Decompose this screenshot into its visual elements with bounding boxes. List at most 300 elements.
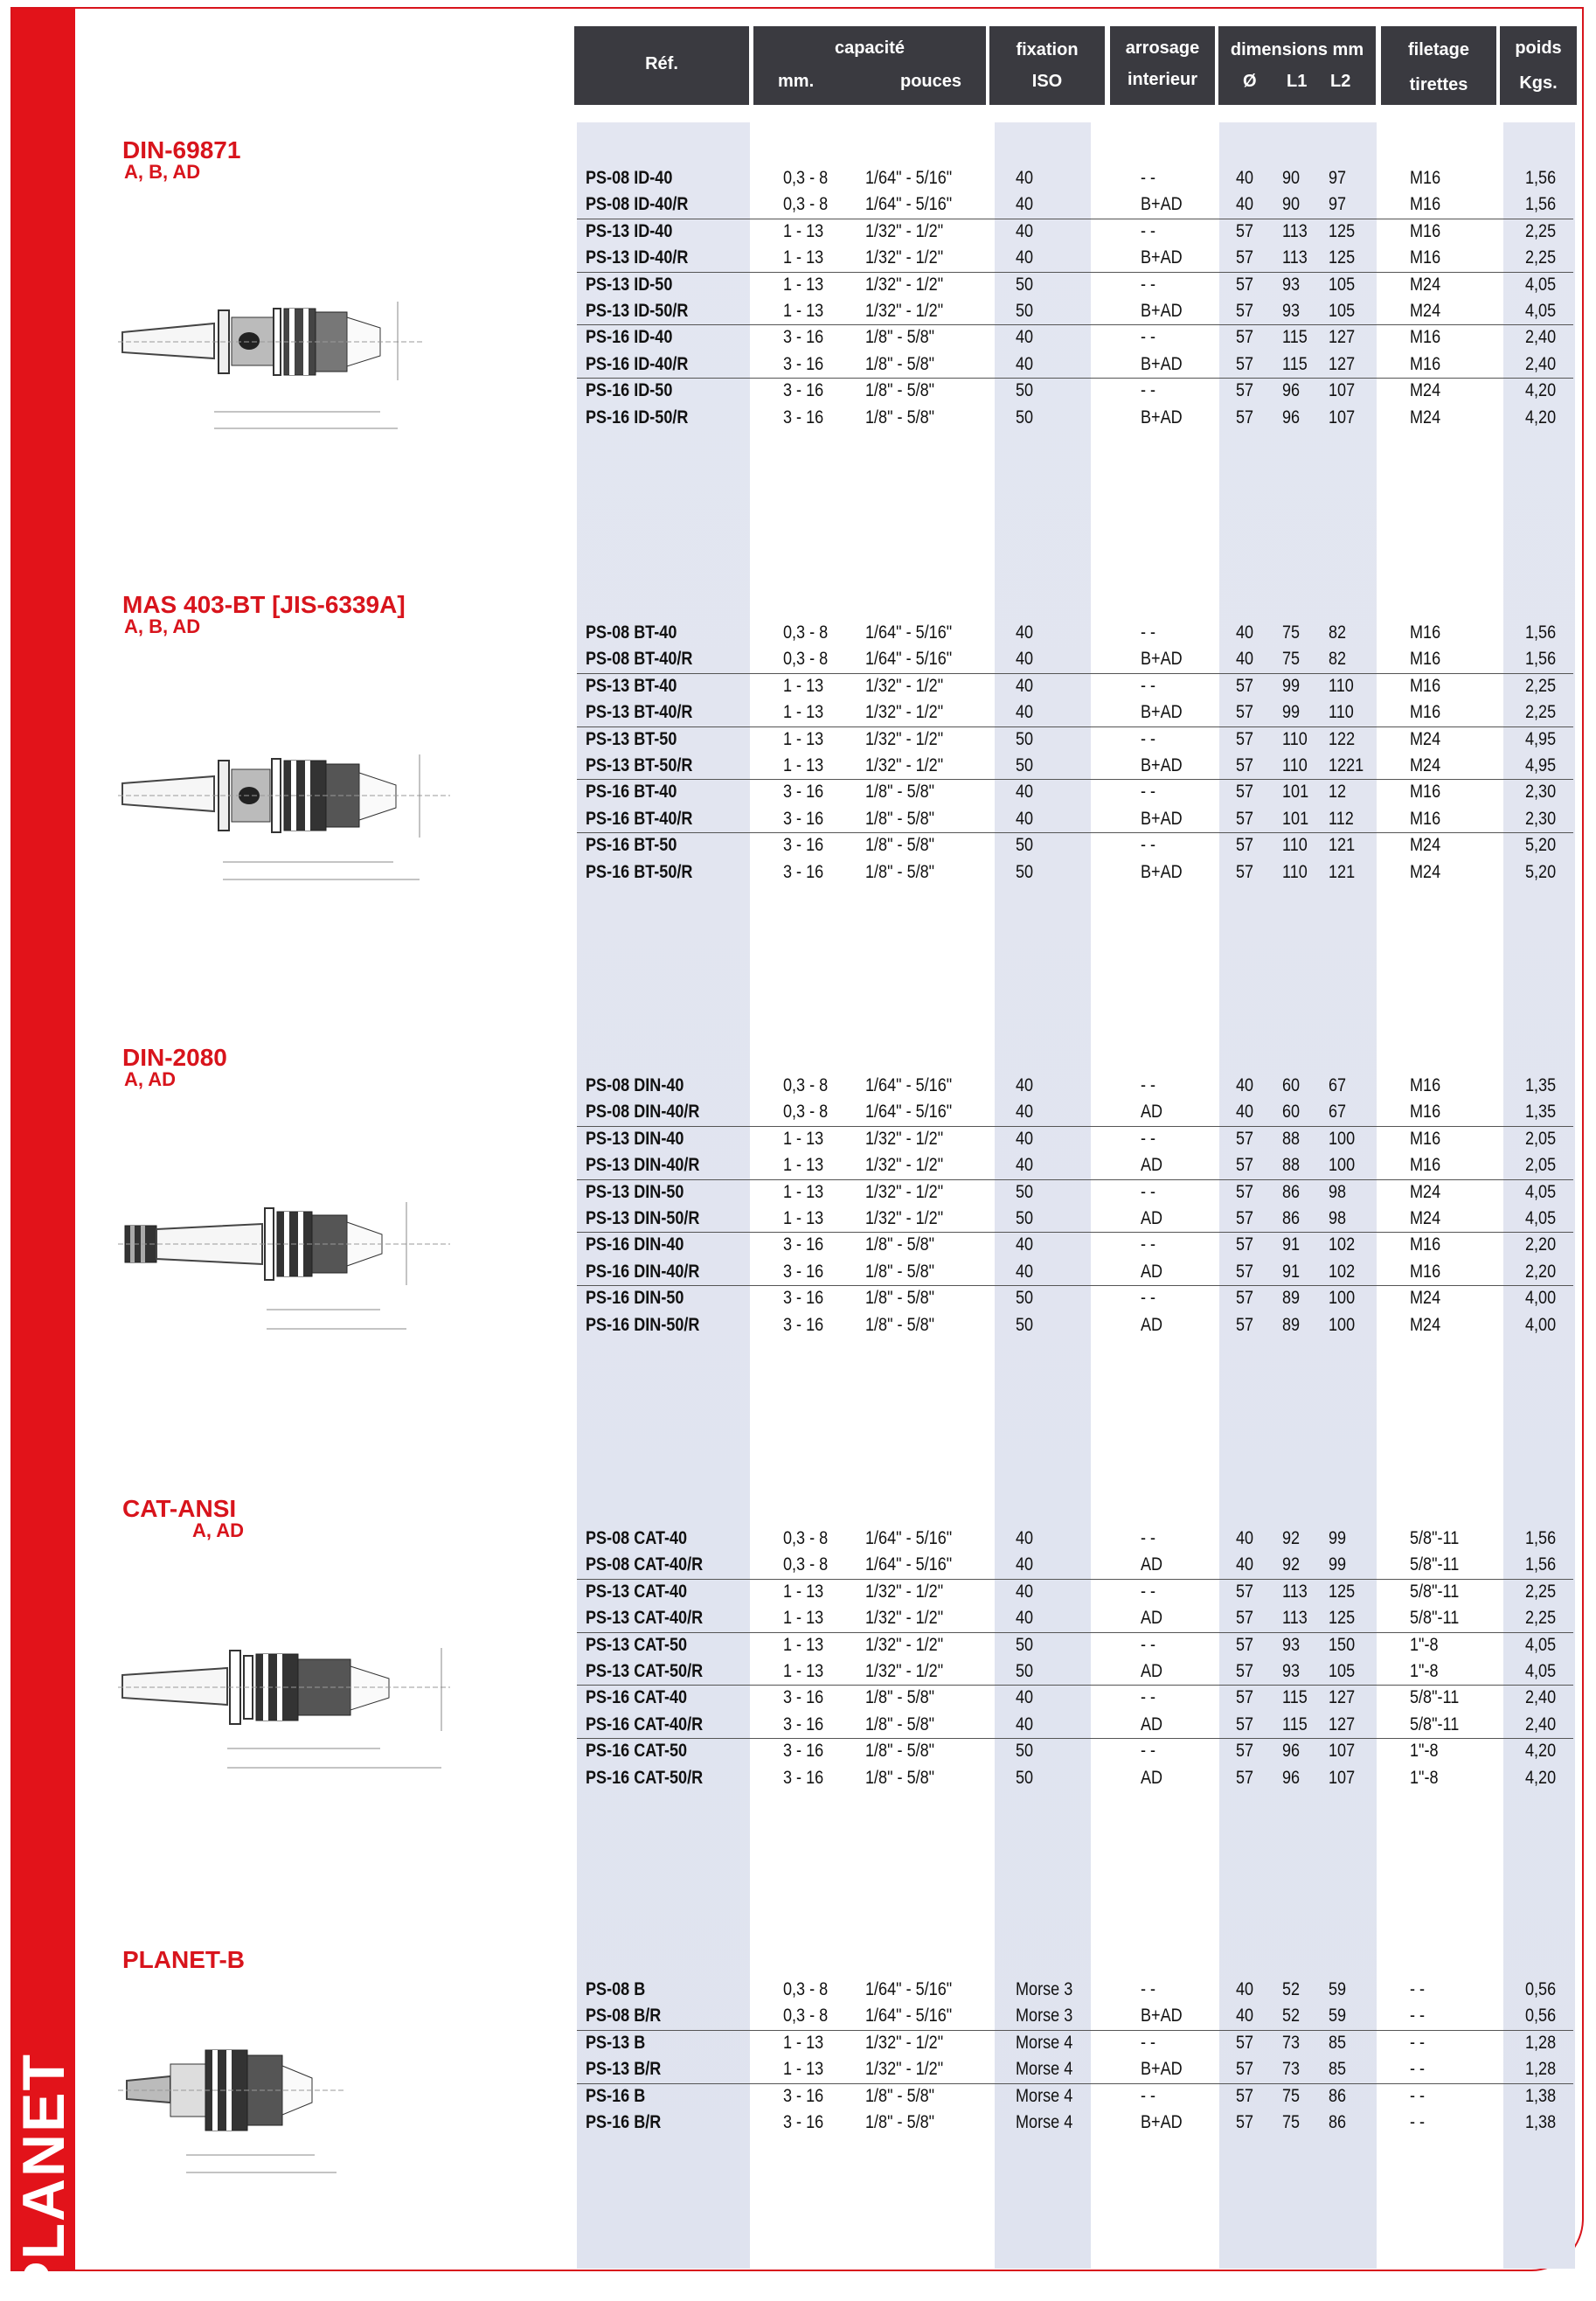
cell-l2: 105 xyxy=(1329,274,1356,295)
cell-l1: 91 xyxy=(1282,1261,1301,1282)
cell-poids: 2,40 xyxy=(1525,1714,1557,1734)
cell-arrosage: AD xyxy=(1141,1155,1163,1176)
cell-l1: 90 xyxy=(1282,168,1301,188)
cell-l2: 99 xyxy=(1329,1528,1347,1548)
cell-d: 57 xyxy=(1236,808,1254,829)
cell-d: 57 xyxy=(1236,301,1254,321)
cell-arrosage: AD xyxy=(1141,1208,1163,1228)
section-subtitle-catansi: A, AD xyxy=(192,1519,245,1541)
cell-pouces: 1/32" - 1/2" xyxy=(865,1128,944,1149)
cell-filetage: - - xyxy=(1410,2059,1426,2080)
header-l2-label: L2 xyxy=(1330,72,1351,91)
cell-arrosage: - - xyxy=(1141,1581,1156,1602)
cell-mm: 0,3 - 8 xyxy=(783,1979,829,1999)
cell-l1: 93 xyxy=(1282,301,1301,321)
row-group-separator xyxy=(577,1685,1573,1686)
cell-l1: 75 xyxy=(1282,2085,1301,2106)
cell-arrosage: B+AD xyxy=(1141,2112,1183,2132)
cell-ref: PS-16 DIN-40 xyxy=(586,1234,684,1255)
cell-pouces: 1/32" - 1/2" xyxy=(865,702,944,723)
cell-mm: 0,3 - 8 xyxy=(783,168,829,188)
cell-l1: 115 xyxy=(1282,1714,1308,1734)
header-ref-label: Réf. xyxy=(645,54,678,73)
cell-poids: 4,00 xyxy=(1525,1288,1557,1309)
table-row xyxy=(0,2084,1596,2110)
cell-pouces: 1/8" - 5/8" xyxy=(865,1314,935,1335)
header-poids xyxy=(1500,26,1577,105)
table-row xyxy=(0,807,1596,833)
cell-filetage: 5/8"-11 xyxy=(1410,1581,1460,1602)
cell-l2: 97 xyxy=(1329,194,1347,215)
cell-d: 57 xyxy=(1236,1767,1254,1788)
cell-poids: 2,05 xyxy=(1525,1128,1557,1149)
cell-l1: 115 xyxy=(1282,327,1308,348)
cell-fixation: 40 xyxy=(1016,220,1034,241)
header-dimensions-label: dimensions mm xyxy=(1230,40,1364,59)
cell-l1: 110 xyxy=(1282,728,1308,749)
cell-mm: 1 - 13 xyxy=(783,755,824,775)
cell-fixation: 50 xyxy=(1016,274,1034,295)
row-group-separator xyxy=(577,1232,1573,1233)
cell-poids: 1,56 xyxy=(1525,1528,1557,1548)
cell-l2: 105 xyxy=(1329,1661,1356,1681)
cell-ref: PS-13 CAT-50/R xyxy=(586,1661,704,1681)
cell-arrosage: - - xyxy=(1141,782,1156,803)
cell-filetage: M24 xyxy=(1410,301,1441,321)
cell-d: 57 xyxy=(1236,1634,1254,1655)
cell-mm: 3 - 16 xyxy=(783,782,824,803)
table-row xyxy=(0,1978,1596,2004)
table-row xyxy=(0,1739,1596,1765)
cell-mm: 3 - 16 xyxy=(783,1687,824,1708)
cell-arrosage: B+AD xyxy=(1141,194,1183,215)
cell-mm: 0,3 - 8 xyxy=(783,2006,829,2026)
header-poids-label: poids xyxy=(1515,38,1562,58)
cell-l1: 99 xyxy=(1282,675,1301,696)
cell-filetage: M16 xyxy=(1410,808,1441,829)
cell-l1: 92 xyxy=(1282,1528,1301,1548)
cell-l1: 88 xyxy=(1282,1155,1301,1176)
cell-poids: 4,05 xyxy=(1525,1661,1557,1681)
cell-ref: PS-13 BT-50 xyxy=(586,728,677,749)
cell-ref: PS-13 DIN-40 xyxy=(586,1128,684,1149)
cell-filetage: 5/8"-11 xyxy=(1410,1687,1460,1708)
cell-ref: PS-08 CAT-40 xyxy=(586,1528,688,1548)
cell-arrosage: - - xyxy=(1141,220,1156,241)
cell-pouces: 1/8" - 5/8" xyxy=(865,1261,935,1282)
header-arrosage xyxy=(1110,26,1215,105)
cell-filetage: M16 xyxy=(1410,649,1441,670)
cell-ref: PS-16 ID-40/R xyxy=(586,353,689,374)
cell-d: 57 xyxy=(1236,1155,1254,1176)
table-row xyxy=(0,379,1596,405)
cell-ref: PS-08 B xyxy=(586,1979,646,1999)
cell-pouces: 1/8" - 5/8" xyxy=(865,1234,935,1255)
cell-pouces: 1/32" - 1/2" xyxy=(865,2032,944,2053)
cell-filetage: M24 xyxy=(1410,274,1441,295)
cell-ref: PS-13 DIN-50 xyxy=(586,1181,684,1202)
cell-l2: 67 xyxy=(1329,1075,1347,1095)
cell-fixation: 40 xyxy=(1016,353,1034,374)
cell-ref: PS-08 B/R xyxy=(586,2006,662,2026)
cell-d: 57 xyxy=(1236,1687,1254,1708)
cell-d: 57 xyxy=(1236,835,1254,856)
table-row xyxy=(0,1606,1596,1632)
table-row xyxy=(0,1260,1596,1286)
cell-d: 57 xyxy=(1236,1314,1254,1335)
cell-fixation: 40 xyxy=(1016,782,1034,803)
cell-pouces: 1/8" - 5/8" xyxy=(865,380,935,401)
cell-ref: PS-13 CAT-50 xyxy=(586,1634,688,1655)
cell-filetage: 1"-8 xyxy=(1410,1661,1439,1681)
header-ref xyxy=(574,26,749,105)
cell-mm: 1 - 13 xyxy=(783,728,824,749)
cell-l2: 125 xyxy=(1329,1581,1356,1602)
cell-ref: PS-13 DIN-40/R xyxy=(586,1155,700,1176)
cell-filetage: M16 xyxy=(1410,1234,1441,1255)
cell-ref: PS-16 DIN-50 xyxy=(586,1288,684,1309)
cell-ref: PS-16 ID-40 xyxy=(586,327,673,348)
cell-mm: 1 - 13 xyxy=(783,1581,824,1602)
table-row xyxy=(0,1713,1596,1739)
cell-fixation: 40 xyxy=(1016,1714,1034,1734)
cell-pouces: 1/64" - 5/16" xyxy=(865,2006,953,2026)
table-row xyxy=(0,1659,1596,1686)
cell-l1: 89 xyxy=(1282,1288,1301,1309)
cell-mm: 1 - 13 xyxy=(783,220,824,241)
cell-mm: 3 - 16 xyxy=(783,380,824,401)
cell-arrosage: AD xyxy=(1141,1661,1163,1681)
cell-filetage: M24 xyxy=(1410,728,1441,749)
cell-arrosage: - - xyxy=(1141,1687,1156,1708)
cell-d: 57 xyxy=(1236,782,1254,803)
cell-fixation: 50 xyxy=(1016,380,1034,401)
cell-d: 57 xyxy=(1236,675,1254,696)
cell-filetage: M16 xyxy=(1410,702,1441,723)
cell-l2: 85 xyxy=(1329,2059,1347,2080)
cell-pouces: 1/64" - 5/16" xyxy=(865,649,953,670)
cell-d: 57 xyxy=(1236,1181,1254,1202)
cell-arrosage: B+AD xyxy=(1141,808,1183,829)
cell-ref: PS-13 ID-50 xyxy=(586,274,673,295)
cell-arrosage: - - xyxy=(1141,327,1156,348)
cell-arrosage: AD xyxy=(1141,1554,1163,1575)
cell-mm: 1 - 13 xyxy=(783,675,824,696)
table-row xyxy=(0,352,1596,379)
table-row xyxy=(0,2031,1596,2057)
cell-filetage: M24 xyxy=(1410,380,1441,401)
cell-poids: 2,20 xyxy=(1525,1234,1557,1255)
cell-pouces: 1/8" - 5/8" xyxy=(865,1767,935,1788)
cell-fixation: 50 xyxy=(1016,1314,1034,1335)
cell-poids: 2,25 xyxy=(1525,220,1557,241)
cell-pouces: 1/32" - 1/2" xyxy=(865,1581,944,1602)
table-row xyxy=(0,1074,1596,1100)
cell-d: 57 xyxy=(1236,1208,1254,1228)
table-row xyxy=(0,700,1596,726)
header-l1-label: L1 xyxy=(1287,72,1308,91)
cell-filetage: M16 xyxy=(1410,1102,1441,1123)
cell-d: 57 xyxy=(1236,353,1254,374)
cell-l2: 102 xyxy=(1329,1261,1356,1282)
cell-l1: 113 xyxy=(1282,1608,1308,1629)
cell-poids: 0,56 xyxy=(1525,2006,1557,2026)
cell-l2: 82 xyxy=(1329,649,1347,670)
cell-poids: 2,40 xyxy=(1525,353,1557,374)
cell-d: 40 xyxy=(1236,1075,1254,1095)
cell-l1: 96 xyxy=(1282,1741,1301,1762)
cell-l2: 86 xyxy=(1329,2085,1347,2106)
cell-arrosage: - - xyxy=(1141,728,1156,749)
cell-d: 57 xyxy=(1236,2085,1254,2106)
row-group-separator xyxy=(577,1179,1573,1180)
table-row xyxy=(0,219,1596,246)
table-row xyxy=(0,1766,1596,1792)
cell-d: 57 xyxy=(1236,247,1254,268)
cell-mm: 1 - 13 xyxy=(783,1181,824,1202)
cell-filetage: M16 xyxy=(1410,1261,1441,1282)
cell-ref: PS-13 ID-40 xyxy=(586,220,673,241)
cell-poids: 1,28 xyxy=(1525,2059,1557,2080)
table-row xyxy=(0,166,1596,192)
cell-fixation: 40 xyxy=(1016,247,1034,268)
cell-mm: 0,3 - 8 xyxy=(783,649,829,670)
cell-arrosage: - - xyxy=(1141,675,1156,696)
cell-mm: 1 - 13 xyxy=(783,247,824,268)
cell-filetage: M16 xyxy=(1410,220,1441,241)
cell-l1: 110 xyxy=(1282,755,1308,775)
cell-pouces: 1/8" - 5/8" xyxy=(865,835,935,856)
cell-pouces: 1/64" - 5/16" xyxy=(865,1102,953,1123)
cell-l1: 93 xyxy=(1282,274,1301,295)
row-group-separator xyxy=(577,832,1573,833)
table-row xyxy=(0,860,1596,886)
cell-pouces: 1/64" - 5/16" xyxy=(865,168,953,188)
cell-mm: 1 - 13 xyxy=(783,1608,824,1629)
cell-l2: 125 xyxy=(1329,220,1356,241)
cell-arrosage: - - xyxy=(1141,274,1156,295)
cell-fixation: 50 xyxy=(1016,861,1034,882)
cell-arrosage: B+AD xyxy=(1141,247,1183,268)
cell-l2: 107 xyxy=(1329,380,1356,401)
cell-l2: 107 xyxy=(1329,407,1356,428)
table-row xyxy=(0,1233,1596,1259)
cell-l2: 59 xyxy=(1329,1979,1347,1999)
cell-filetage: M16 xyxy=(1410,782,1441,803)
header-pouces-label: pouces xyxy=(900,72,962,91)
cell-arrosage: AD xyxy=(1141,1314,1163,1335)
cell-mm: 0,3 - 8 xyxy=(783,1075,829,1095)
cell-ref: PS-08 DIN-40/R xyxy=(586,1102,700,1123)
table-row xyxy=(0,325,1596,351)
cell-l2: 85 xyxy=(1329,2032,1347,2053)
header-arrosage-label: arrosage xyxy=(1125,38,1200,58)
cell-d: 57 xyxy=(1236,861,1254,882)
row-group-separator xyxy=(577,1738,1573,1739)
cell-ref: PS-13 DIN-50/R xyxy=(586,1208,700,1228)
cell-arrosage: - - xyxy=(1141,1234,1156,1255)
section-title-planetb: PLANET-B xyxy=(122,1946,245,1973)
cell-mm: 3 - 16 xyxy=(783,1288,824,1309)
cell-filetage: M16 xyxy=(1410,1075,1441,1095)
row-group-separator xyxy=(577,1632,1573,1633)
section-subtitle-din2080: A, AD xyxy=(124,1068,177,1090)
cell-filetage: M24 xyxy=(1410,861,1441,882)
table-row xyxy=(0,299,1596,325)
cell-poids: 1,56 xyxy=(1525,194,1557,215)
cell-mm: 1 - 13 xyxy=(783,1634,824,1655)
table-row xyxy=(0,2057,1596,2083)
cell-l1: 86 xyxy=(1282,1181,1301,1202)
cell-ref: PS-16 DIN-40/R xyxy=(586,1261,700,1282)
cell-poids: 2,25 xyxy=(1525,675,1557,696)
cell-arrosage: - - xyxy=(1141,622,1156,643)
cell-l2: 121 xyxy=(1329,861,1356,882)
cell-mm: 1 - 13 xyxy=(783,301,824,321)
cell-l1: 113 xyxy=(1282,247,1308,268)
cell-l1: 60 xyxy=(1282,1102,1301,1123)
cell-arrosage: - - xyxy=(1141,380,1156,401)
cell-filetage: - - xyxy=(1410,2085,1426,2106)
header-filetage xyxy=(1381,26,1496,105)
cell-arrosage: B+AD xyxy=(1141,755,1183,775)
cell-filetage: M24 xyxy=(1410,1288,1441,1309)
cell-l2: 127 xyxy=(1329,1687,1356,1708)
cell-filetage: M24 xyxy=(1410,835,1441,856)
cell-ref: PS-08 DIN-40 xyxy=(586,1075,684,1095)
cell-l1: 93 xyxy=(1282,1634,1301,1655)
cell-l2: 127 xyxy=(1329,353,1356,374)
cell-poids: 2,20 xyxy=(1525,1261,1557,1282)
table-row xyxy=(0,1127,1596,1153)
cell-pouces: 1/64" - 5/16" xyxy=(865,1075,953,1095)
cell-pouces: 1/8" - 5/8" xyxy=(865,2085,935,2106)
cell-d: 57 xyxy=(1236,1714,1254,1734)
cell-mm: 0,3 - 8 xyxy=(783,1554,829,1575)
cell-pouces: 1/64" - 5/16" xyxy=(865,194,953,215)
table-row xyxy=(0,647,1596,673)
cell-filetage: M24 xyxy=(1410,1314,1441,1335)
cell-ref: PS-16 CAT-40/R xyxy=(586,1714,704,1734)
table-row xyxy=(0,2110,1596,2137)
cell-fixation: 50 xyxy=(1016,1741,1034,1762)
header-fixation xyxy=(989,26,1105,105)
cell-mm: 1 - 13 xyxy=(783,702,824,723)
cell-d: 57 xyxy=(1236,2032,1254,2053)
cell-fixation: 50 xyxy=(1016,835,1034,856)
cell-poids: 4,20 xyxy=(1525,1767,1557,1788)
cell-fixation: Morse 4 xyxy=(1016,2112,1073,2132)
cell-fixation: 40 xyxy=(1016,1608,1034,1629)
cell-poids: 4,20 xyxy=(1525,407,1557,428)
cell-pouces: 1/8" - 5/8" xyxy=(865,407,935,428)
cell-poids: 1,56 xyxy=(1525,622,1557,643)
cell-l2: 67 xyxy=(1329,1102,1347,1123)
cell-pouces: 1/32" - 1/2" xyxy=(865,274,944,295)
cell-fixation: 40 xyxy=(1016,1128,1034,1149)
cell-arrosage: B+AD xyxy=(1141,301,1183,321)
cell-mm: 1 - 13 xyxy=(783,2032,824,2053)
cell-pouces: 1/8" - 5/8" xyxy=(865,782,935,803)
cell-ref: PS-13 ID-50/R xyxy=(586,301,689,321)
cell-pouces: 1/64" - 5/16" xyxy=(865,1554,953,1575)
header-iso-label: ISO xyxy=(1031,72,1063,91)
cell-l1: 115 xyxy=(1282,1687,1308,1708)
cell-pouces: 1/32" - 1/2" xyxy=(865,675,944,696)
cell-fixation: 40 xyxy=(1016,1528,1034,1548)
cell-pouces: 1/32" - 1/2" xyxy=(865,247,944,268)
cell-filetage: 5/8"-11 xyxy=(1410,1554,1460,1575)
cell-fixation: 50 xyxy=(1016,1288,1034,1309)
cell-pouces: 1/8" - 5/8" xyxy=(865,1714,935,1734)
cell-arrosage: - - xyxy=(1141,1181,1156,1202)
cell-arrosage: AD xyxy=(1141,1767,1163,1788)
cell-d: 40 xyxy=(1236,1528,1254,1548)
cell-ref: PS-16 CAT-50 xyxy=(586,1741,688,1762)
cell-pouces: 1/64" - 5/16" xyxy=(865,1979,953,1999)
cell-d: 40 xyxy=(1236,168,1254,188)
cell-ref: PS-13 CAT-40/R xyxy=(586,1608,704,1629)
cell-filetage: M16 xyxy=(1410,247,1441,268)
cell-poids: 4,05 xyxy=(1525,1634,1557,1655)
cell-l1: 110 xyxy=(1282,861,1308,882)
cell-pouces: 1/32" - 1/2" xyxy=(865,1634,944,1655)
row-group-separator xyxy=(577,272,1573,273)
cell-ref: PS-08 CAT-40/R xyxy=(586,1554,704,1575)
cell-l2: 125 xyxy=(1329,247,1356,268)
cell-fixation: 40 xyxy=(1016,1102,1034,1123)
cell-filetage: M16 xyxy=(1410,194,1441,215)
cell-fixation: 40 xyxy=(1016,1581,1034,1602)
cell-fixation: 50 xyxy=(1016,1767,1034,1788)
row-group-separator xyxy=(577,2030,1573,2031)
table-row xyxy=(0,1580,1596,1606)
cell-mm: 1 - 13 xyxy=(783,2059,824,2080)
cell-arrosage: - - xyxy=(1141,1741,1156,1762)
cell-poids: 2,30 xyxy=(1525,808,1557,829)
cell-mm: 1 - 13 xyxy=(783,1208,824,1228)
cell-d: 57 xyxy=(1236,274,1254,295)
cell-mm: 1 - 13 xyxy=(783,1661,824,1681)
cell-arrosage: - - xyxy=(1141,1528,1156,1548)
cell-pouces: 1/8" - 5/8" xyxy=(865,808,935,829)
cell-poids: 4,20 xyxy=(1525,1741,1557,1762)
cell-ref: PS-08 ID-40 xyxy=(586,168,673,188)
cell-d: 57 xyxy=(1236,2112,1254,2132)
cell-l2: 82 xyxy=(1329,622,1347,643)
cell-arrosage: - - xyxy=(1141,1634,1156,1655)
cell-mm: 3 - 16 xyxy=(783,835,824,856)
cell-poids: 4,05 xyxy=(1525,1181,1557,1202)
cell-ref: PS-16 BT-50/R xyxy=(586,861,693,882)
header-capacite xyxy=(753,26,986,105)
cell-poids: 1,38 xyxy=(1525,2085,1557,2106)
cell-pouces: 1/32" - 1/2" xyxy=(865,2059,944,2080)
cell-pouces: 1/32" - 1/2" xyxy=(865,1661,944,1681)
cell-l2: 107 xyxy=(1329,1767,1356,1788)
cell-d: 57 xyxy=(1236,1128,1254,1149)
cell-d: 40 xyxy=(1236,2006,1254,2026)
row-group-separator xyxy=(577,1579,1573,1580)
table-row xyxy=(0,727,1596,754)
cell-mm: 3 - 16 xyxy=(783,407,824,428)
cell-arrosage: AD xyxy=(1141,1608,1163,1629)
cell-d: 57 xyxy=(1236,220,1254,241)
cell-l1: 89 xyxy=(1282,1314,1301,1335)
cell-arrosage: B+AD xyxy=(1141,2059,1183,2080)
cell-l2: 110 xyxy=(1329,702,1354,723)
cell-fixation: 50 xyxy=(1016,1661,1034,1681)
